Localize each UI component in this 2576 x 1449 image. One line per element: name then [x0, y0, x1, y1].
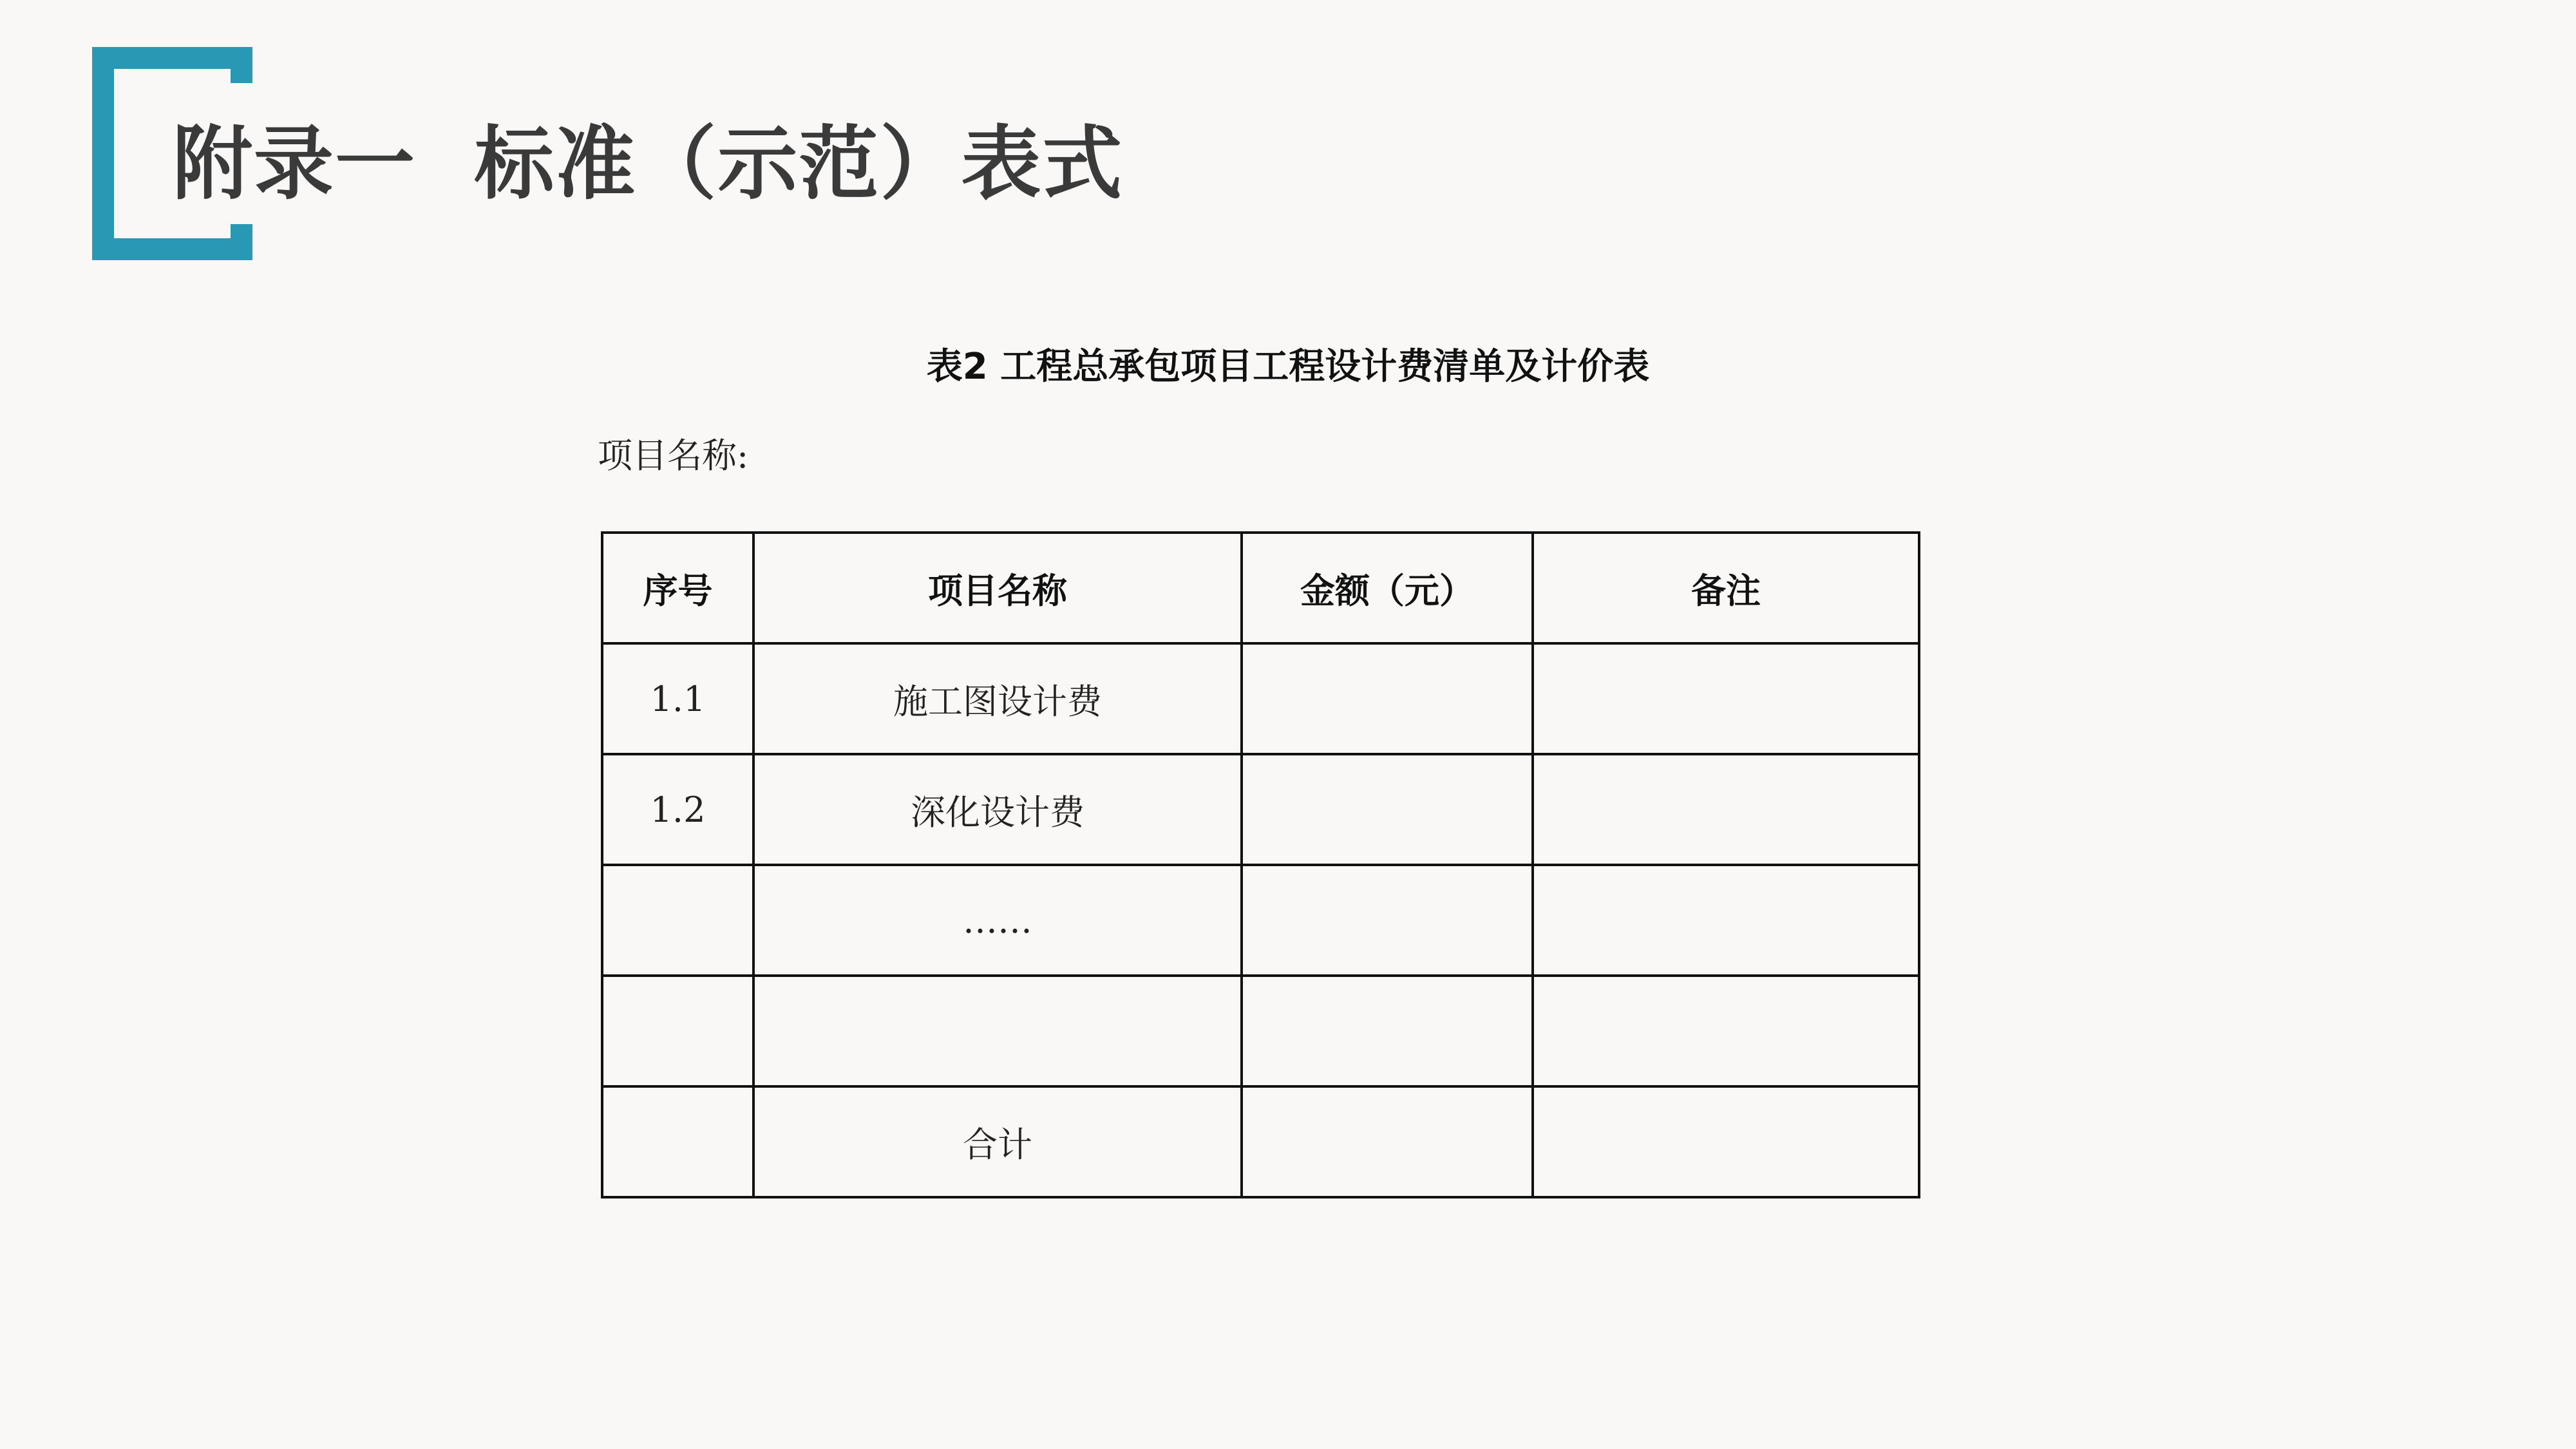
cell-item-name: 施工图设计费	[753, 643, 1242, 754]
bracket-bottom-bar	[92, 238, 252, 260]
cell-serial-number	[602, 865, 753, 976]
cell-amount	[1242, 643, 1533, 754]
cell-amount	[1242, 754, 1533, 865]
page-title: 附录一 标准（示范）表式	[173, 118, 1124, 211]
table-caption: 表2 工程总承包项目工程设计费清单及计价表	[926, 346, 1650, 388]
design-fee-table	[601, 531, 1920, 1198]
cell-amount	[1242, 1086, 1533, 1197]
header-remarks: 备注	[1533, 533, 1919, 643]
project-name-label: 项目名称:	[598, 435, 749, 476]
cell-item-name: 合计	[753, 1086, 1242, 1197]
table-row	[602, 754, 1919, 865]
cell-item-name	[753, 976, 1242, 1086]
cell-item-name: 深化设计费	[753, 754, 1242, 865]
bracket-left-bar	[92, 47, 114, 260]
bracket-bottom-tick	[231, 224, 252, 260]
cell-serial-number	[602, 1086, 753, 1197]
cell-serial-number	[602, 976, 753, 1086]
cell-serial-number: 1.2	[602, 754, 753, 865]
cell-remarks	[1533, 976, 1919, 1086]
cell-remarks	[1533, 754, 1919, 865]
header-serial-number: 序号	[602, 533, 753, 643]
cell-remarks	[1533, 1086, 1919, 1197]
cell-amount	[1242, 865, 1533, 976]
table-row	[602, 976, 1919, 1086]
table-row-total	[602, 1086, 1919, 1197]
bracket-top-bar	[92, 47, 252, 69]
cell-item-name: ……	[753, 865, 1242, 976]
header-item-name: 项目名称	[753, 533, 1242, 643]
cell-serial-number: 1.1	[602, 643, 753, 754]
cell-remarks	[1533, 643, 1919, 754]
cell-amount	[1242, 976, 1533, 1086]
table-row	[602, 865, 1919, 976]
table-row	[602, 643, 1919, 754]
cell-remarks	[1533, 865, 1919, 976]
table-header-row	[602, 533, 1919, 643]
bracket-top-tick	[231, 47, 252, 83]
header-amount: 金额（元）	[1242, 533, 1533, 643]
